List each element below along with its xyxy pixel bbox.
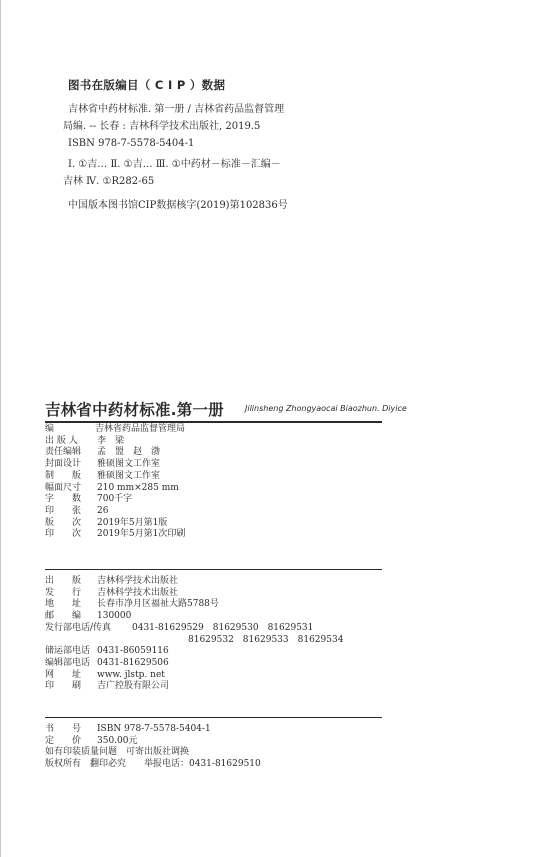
publisher-label: 印 刷 [45, 681, 82, 692]
footer-value: 如有印装质量问题 可寄出版社调换 [45, 747, 190, 758]
publisher-label: 地 址 [45, 599, 82, 610]
publisher-label: 发行部电话/传真 [45, 622, 112, 633]
credits-value: 2019年5月第1次印刷 [97, 529, 186, 540]
publisher-label: 发 行 [45, 587, 82, 598]
credits-label: 制 版 [45, 470, 82, 481]
credits-value: 210 mm×285 mm [97, 482, 179, 493]
publisher-value: www. jlstp. net [97, 669, 165, 680]
publisher-label: 储运部电话 [45, 646, 91, 657]
book-title-pinyin: Jilinsheng Zhongyaocai Biaozhun. Diyice [245, 404, 407, 413]
credits-value: 孟 盟 赵 渤 [97, 447, 161, 458]
credits-value: 2019年5月第1版 [97, 517, 168, 528]
cip-heading: 图书在版编目（ C I P ）数据 [68, 78, 226, 92]
publisher-value: 81629532 81629533 81629534 [188, 634, 344, 645]
publisher-label: 出 版 [45, 576, 82, 586]
credits-value: 李 梁 [97, 435, 125, 446]
credits-label: 印 张 [45, 505, 82, 516]
credits-label: 编 [45, 424, 73, 434]
credits-value: 26 [97, 505, 109, 516]
footer-value: 350.00元 [97, 735, 138, 746]
publisher-value: 吉林科学技术出版社 [97, 576, 179, 586]
credits-label: 出 版 人 [45, 435, 78, 446]
publisher-value: 吉广控股有限公司 [97, 681, 170, 692]
publisher-value: 长春市净月区福祉大路5788号 [97, 599, 219, 610]
title-rule [45, 421, 382, 423]
credits-label: 责任编辑 [45, 447, 82, 458]
credits-value: 吉林省药品监督管理局 [95, 424, 186, 434]
publisher-value: 0431-81629506 [97, 657, 169, 668]
book-title: 吉林省中药材标准.第一册 [45, 401, 224, 419]
cip-record-number: 中国版本图书馆CIP数据核字(2019)第102836号 [68, 200, 288, 211]
page-left-border [0, 0, 1, 857]
credits-label: 版 次 [45, 517, 82, 528]
publisher-label: 编辑部电话 [45, 657, 91, 668]
footer-value: ISBN 978-7-5578-5404-1 [97, 724, 211, 734]
publisher-rule [45, 717, 382, 718]
footer-label: 书 号 [45, 724, 82, 734]
credits-label: 字 数 [45, 494, 82, 505]
credits-rule [45, 569, 382, 570]
publisher-value: 吉林科学技术出版社 [97, 587, 179, 598]
publisher-label: 邮 编 [45, 611, 82, 622]
credits-label: 印 次 [45, 529, 82, 540]
credits-label: 幅面尺寸 [45, 482, 82, 493]
footer-label: 定 价 [45, 735, 82, 746]
cip-line-1: 吉林省中药材标准. 第一册 / 吉林省药品监督管理 [68, 104, 285, 115]
cip-classification-1: Ⅰ. ①吉… Ⅱ. ①吉… Ⅲ. ①中药材－标准－汇编－ [68, 159, 281, 170]
publisher-value: 130000 [97, 611, 132, 622]
publisher-value: 0431-81629529 81629530 81629531 [132, 622, 314, 633]
credits-value: 700千字 [97, 494, 133, 505]
publisher-label: 网 址 [45, 669, 82, 680]
cip-isbn: ISBN 978-7-5578-5404-1 [68, 138, 195, 149]
cip-classification-2: 吉林 Ⅳ. ①R282-65 [63, 176, 155, 187]
credits-value: 雅硕图文工作室 [97, 459, 161, 470]
publisher-value: 0431-86059116 [97, 646, 169, 657]
credits-label: 封面设计 [45, 459, 82, 470]
cip-line-2: 局编. -- 长春 : 吉林科学技术出版社, 2019.5 [63, 121, 261, 132]
credits-value: 雅硕图文工作室 [97, 470, 161, 481]
footer-value: 版权所有 翻印必究 举报电话：0431-81629510 [45, 759, 261, 770]
